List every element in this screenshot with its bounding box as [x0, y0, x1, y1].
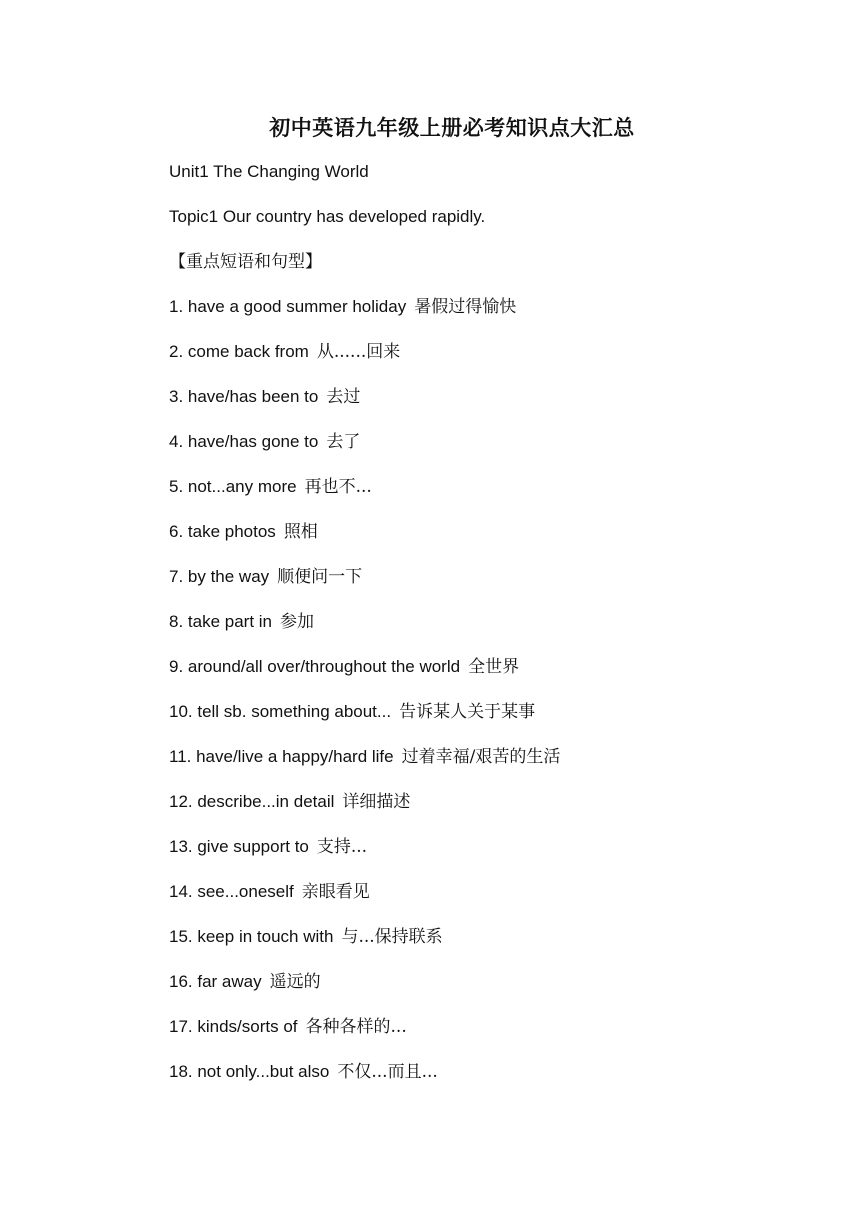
list-item	[169, 1015, 809, 1060]
phrase-english: 12. describe...in detail	[169, 792, 335, 811]
list-item	[169, 790, 809, 835]
topic-heading: Topic1 Our country has developed rapidly.	[169, 207, 486, 226]
phrase-chinese: 去了	[326, 432, 361, 452]
list-item	[169, 1060, 809, 1105]
phrase-english: 15. keep in touch with	[169, 927, 334, 946]
phrase-english: 3. have/has been to	[169, 387, 319, 406]
phrase-chinese: 亲眼看见	[301, 882, 370, 902]
phrase-chinese: 再也不...	[304, 477, 372, 497]
list-item	[169, 385, 809, 430]
phrase-english: 6. take photos	[169, 522, 276, 541]
phrase-english: 1. have a good summer holiday	[169, 297, 407, 316]
phrase-english: 18. not only...but also	[169, 1062, 330, 1081]
list-item	[169, 565, 809, 610]
list-item	[169, 610, 809, 655]
phrase-english: 14. see...oneself	[169, 882, 294, 901]
phrase-chinese: 各种各样的...	[305, 1017, 407, 1037]
list-item	[169, 745, 809, 790]
phrase-english: 5. not...any more	[169, 477, 297, 496]
document-body	[169, 160, 809, 1105]
unit-heading: Unit1 The Changing World	[169, 162, 369, 181]
list-item	[169, 925, 809, 970]
phrase-chinese: 过着幸福/艰苦的生活	[401, 747, 561, 767]
phrase-chinese: 从......回来	[316, 342, 401, 362]
phrase-english: 13. give support to	[169, 837, 309, 856]
phrase-chinese: 照相	[283, 522, 318, 542]
phrase-chinese: 与...保持联系	[341, 927, 443, 947]
phrase-chinese: 告诉某人关于某事	[399, 702, 536, 722]
phrase-chinese: 遥远的	[269, 972, 321, 992]
phrase-english: 7. by the way	[169, 567, 270, 586]
list-item	[169, 700, 809, 745]
phrase-english: 11. have/live a happy/hard life	[169, 747, 394, 766]
phrase-english: 10. tell sb. something about...	[169, 702, 392, 721]
phrase-english: 16. far away	[169, 972, 262, 991]
phrase-chinese: 顺便问一下	[277, 567, 363, 587]
phrase-english: 4. have/has gone to	[169, 432, 319, 451]
document-title: 初中英语九年级上册必考知识点大汇总	[269, 115, 635, 140]
list-item	[169, 880, 809, 925]
list-item	[169, 430, 809, 475]
list-item	[169, 970, 809, 1015]
list-item	[169, 520, 809, 565]
list-item	[169, 655, 809, 700]
list-item	[169, 475, 809, 520]
phrase-english: 8. take part in	[169, 612, 273, 631]
section-heading: 【重点短语和句型】	[169, 252, 322, 272]
phrase-english: 9. around/all over/throughout the world	[169, 657, 461, 676]
phrase-chinese: 支持...	[316, 837, 368, 857]
phrase-chinese: 去过	[326, 387, 361, 407]
phrase-chinese: 详细描述	[342, 792, 411, 812]
list-item	[169, 340, 809, 385]
list-item	[169, 835, 809, 880]
phrase-chinese: 不仅...而且...	[337, 1062, 438, 1082]
phrase-chinese: 参加	[280, 612, 315, 632]
phrase-english: 2. come back from	[169, 342, 309, 361]
phrase-chinese: 全世界	[468, 657, 520, 677]
phrase-english: 17. kinds/sorts of	[169, 1017, 298, 1036]
phrase-chinese: 暑假过得愉快	[414, 297, 517, 317]
list-item	[169, 295, 809, 340]
